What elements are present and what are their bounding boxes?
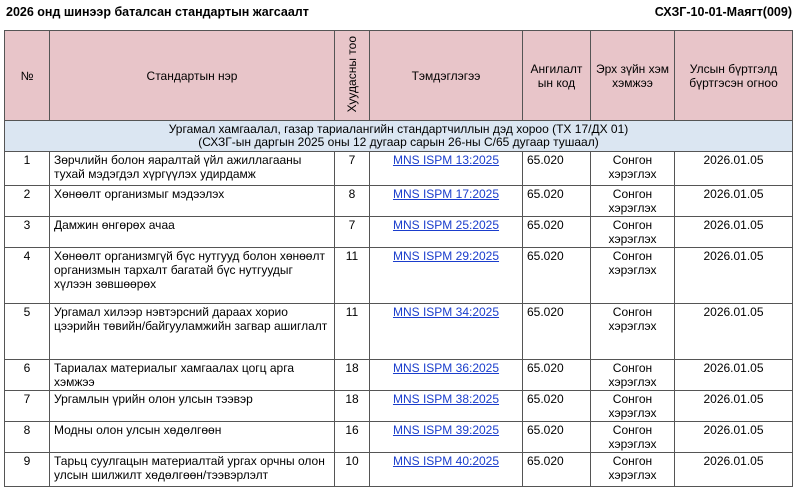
- legal-status-cell: [591, 186, 675, 217]
- ics-code-cell: [523, 360, 591, 391]
- registration-date: 2026.01.05: [703, 361, 764, 375]
- page-count-cell: [335, 217, 370, 248]
- table-row: [5, 360, 793, 391]
- page-count-cell: [335, 391, 370, 422]
- standard-name: Зөрчлийн болон яаралтай үйл ажиллагааны тухай мэдэгдэл хүргүүлэх удирдамж: [54, 153, 302, 181]
- page-header: [0, 0, 800, 30]
- legal-status-cell: [591, 248, 675, 304]
- standard-name-cell: [50, 453, 335, 487]
- page-count: 7: [348, 218, 356, 232]
- row-number: 9: [23, 454, 31, 468]
- col-header-symbol: Тэмдэглэгээ: [370, 31, 523, 121]
- group-row: [5, 121, 793, 152]
- registration-date-cell: [675, 304, 793, 360]
- standard-name-cell: [50, 152, 335, 186]
- page-count: 11: [345, 305, 359, 319]
- page-count-cell: [335, 422, 370, 453]
- row-number-cell: [5, 152, 50, 186]
- col-header-date: Улсын бүртгэлд бүртгэсэн огноо: [675, 31, 793, 121]
- standard-symbol-cell: [370, 152, 523, 186]
- standard-name: Модны олон улсын хөдөлгөөн: [54, 423, 222, 437]
- registration-date: 2026.01.05: [703, 153, 764, 167]
- legal-status-cell: [591, 360, 675, 391]
- standard-link[interactable]: MNS ISPM 17:2025: [392, 187, 500, 201]
- ics-code-cell: [523, 152, 591, 186]
- header-row: [5, 31, 793, 121]
- standard-link[interactable]: MNS ISPM 29:2025: [392, 249, 500, 263]
- standard-symbol-cell: [370, 248, 523, 304]
- document-title: 2026 онд шинээр баталсан стандартын жагсаалт: [6, 5, 309, 19]
- standard-name: Ургамал хилээр нэвтэрсний дараах хорио цээрийн төвийн/байгууламжийн загвар ашиглалт: [54, 305, 328, 333]
- standard-symbol-cell: [370, 186, 523, 217]
- form-code: СХЗГ-10-01-Маягт(009): [654, 5, 792, 19]
- row-number: 3: [23, 218, 31, 232]
- table-row: [5, 453, 793, 487]
- page-count: 18: [345, 392, 359, 406]
- registration-date-cell: [675, 152, 793, 186]
- registration-date: 2026.01.05: [703, 392, 764, 406]
- ics-code: 65.020: [527, 153, 564, 167]
- table-row: [5, 186, 793, 217]
- page-count-cell: [335, 152, 370, 186]
- ics-code: 65.020: [527, 392, 564, 406]
- standard-link[interactable]: MNS ISPM 25:2025: [392, 218, 500, 232]
- standard-name: Дамжин өнгөрөх ачаа: [54, 218, 175, 232]
- legal-status: Сонгон хэрэглэх: [608, 153, 657, 181]
- page-count-cell: [335, 186, 370, 217]
- legal-status-cell: [591, 152, 675, 186]
- registration-date-cell: [675, 391, 793, 422]
- registration-date-cell: [675, 360, 793, 391]
- standard-name: Хөнөөлт организмгүй бүс нутгууд болон хөнөөлт организмын тархалт багатай бүс нутгуудыг хүлээн зөвшөөрөх: [54, 249, 325, 291]
- page-count: 11: [345, 249, 359, 263]
- table-row: [5, 217, 793, 248]
- standard-symbol-cell: [370, 391, 523, 422]
- legal-status: Сонгон хэрэглэх: [608, 249, 657, 277]
- page-count-cell: [335, 360, 370, 391]
- registration-date-cell: [675, 422, 793, 453]
- page-count: 16: [345, 423, 359, 437]
- row-number-cell: [5, 360, 50, 391]
- registration-date-cell: [675, 217, 793, 248]
- standard-name-cell: [50, 360, 335, 391]
- legal-status: Сонгон хэрэглэх: [608, 454, 657, 482]
- page-count-cell: [335, 304, 370, 360]
- row-number-cell: [5, 186, 50, 217]
- registration-date: 2026.01.05: [703, 423, 764, 437]
- col-header-pages-label: Хуудасны тоо: [345, 35, 359, 113]
- legal-status: Сонгон хэрэглэх: [608, 361, 657, 389]
- page-count: 8: [348, 187, 356, 201]
- row-number: 5: [23, 305, 31, 319]
- ics-code-cell: [523, 217, 591, 248]
- standard-symbol-cell: [370, 217, 523, 248]
- col-header-name: Стандартын нэр: [50, 31, 335, 121]
- standard-link[interactable]: MNS ISPM 40:2025: [392, 454, 500, 468]
- ics-code: 65.020: [527, 361, 564, 375]
- standard-symbol-cell: [370, 304, 523, 360]
- registration-date: 2026.01.05: [703, 249, 764, 263]
- standard-name-cell: [50, 304, 335, 360]
- page-count: 7: [348, 153, 356, 167]
- ics-code: 65.020: [527, 218, 564, 232]
- legal-status: Сонгон хэрэглэх: [608, 305, 657, 333]
- legal-status: Сонгон хэрэглэх: [608, 392, 657, 420]
- legal-status-cell: [591, 304, 675, 360]
- row-number: 2: [23, 187, 31, 201]
- standard-name: Ургамлын үрийн олон улсын тээвэр: [54, 392, 253, 406]
- standard-link[interactable]: MNS ISPM 39:2025: [392, 423, 500, 437]
- col-header-ics: Ангилалт ын код: [523, 31, 591, 121]
- row-number-cell: [5, 248, 50, 304]
- group-title: Ургамал хамгаалал, газар тариалангийн стандартчиллын дэд хороо (ТХ 17/ДХ 01): [168, 122, 629, 136]
- standard-link[interactable]: MNS ISPM 38:2025: [392, 392, 500, 406]
- standard-name: Тариалах материалыг хамгаалах цогц арга хэмжээ: [54, 361, 294, 389]
- ics-code-cell: [523, 304, 591, 360]
- legal-status: Сонгон хэрэглэх: [608, 187, 657, 215]
- standard-symbol-cell: [370, 360, 523, 391]
- standard-name-cell: [50, 391, 335, 422]
- registration-date: 2026.01.05: [703, 305, 764, 319]
- col-header-law: Эрх зүйн хэм хэмжээ: [591, 31, 675, 121]
- registration-date: 2026.01.05: [703, 454, 764, 468]
- standard-name-cell: [50, 248, 335, 304]
- legal-status-cell: [591, 391, 675, 422]
- standards-table: [4, 30, 793, 487]
- standard-symbol-cell: [370, 453, 523, 487]
- standard-name: Тарьц суулгацын материалтай ургах орчны олон улсын шилжилт хөдөлгөөн/тээвэрлэлт: [54, 454, 325, 482]
- row-number-cell: [5, 422, 50, 453]
- page-count-cell: [335, 248, 370, 304]
- standard-name-cell: [50, 186, 335, 217]
- table-row: [5, 152, 793, 186]
- ics-code: 65.020: [527, 249, 564, 263]
- row-number: 6: [23, 361, 31, 375]
- table-row: [5, 304, 793, 360]
- row-number-cell: [5, 391, 50, 422]
- standard-link[interactable]: MNS ISPM 36:2025: [392, 361, 500, 375]
- registration-date-cell: [675, 186, 793, 217]
- row-number: 4: [23, 249, 31, 263]
- legal-status-cell: [591, 453, 675, 487]
- group-order: (СХЗГ-ын даргын 2025 оны 12 дугаар сарын 26-ны С/65 дугаар тушаал): [198, 135, 599, 149]
- col-header-num: №: [5, 31, 50, 121]
- registration-date-cell: [675, 453, 793, 487]
- row-number-cell: [5, 304, 50, 360]
- legal-status-cell: [591, 422, 675, 453]
- table-row: [5, 391, 793, 422]
- group-cell: [5, 121, 793, 152]
- standard-name-cell: [50, 422, 335, 453]
- page-count: 18: [345, 361, 359, 375]
- standard-symbol-cell: [370, 422, 523, 453]
- row-number: 7: [23, 392, 31, 406]
- ics-code-cell: [523, 248, 591, 304]
- standard-name: Хөнөөлт организмыг мэдээлэх: [54, 187, 225, 201]
- ics-code: 65.020: [527, 187, 564, 201]
- registration-date: 2026.01.05: [703, 218, 764, 232]
- table-row: [5, 248, 793, 304]
- page-count: 10: [345, 454, 359, 468]
- row-number: 1: [23, 153, 31, 167]
- legal-status: Сонгон хэрэглэх: [608, 218, 657, 246]
- legal-status-cell: [591, 217, 675, 248]
- ics-code-cell: [523, 453, 591, 487]
- registration-date-cell: [675, 248, 793, 304]
- standard-name-cell: [50, 217, 335, 248]
- row-number-cell: [5, 453, 50, 487]
- ics-code-cell: [523, 422, 591, 453]
- ics-code: 65.020: [527, 423, 564, 437]
- ics-code-cell: [523, 186, 591, 217]
- page-count-cell: [335, 453, 370, 487]
- table-row: [5, 422, 793, 453]
- legal-status: Сонгон хэрэглэх: [608, 423, 657, 451]
- registration-date: 2026.01.05: [703, 187, 764, 201]
- col-header-pages: [335, 31, 370, 121]
- row-number-cell: [5, 217, 50, 248]
- row-number: 8: [23, 423, 31, 437]
- ics-code-cell: [523, 391, 591, 422]
- standard-link[interactable]: MNS ISPM 13:2025: [392, 153, 500, 167]
- standard-link[interactable]: MNS ISPM 34:2025: [392, 305, 500, 319]
- ics-code: 65.020: [527, 454, 564, 468]
- ics-code: 65.020: [527, 305, 564, 319]
